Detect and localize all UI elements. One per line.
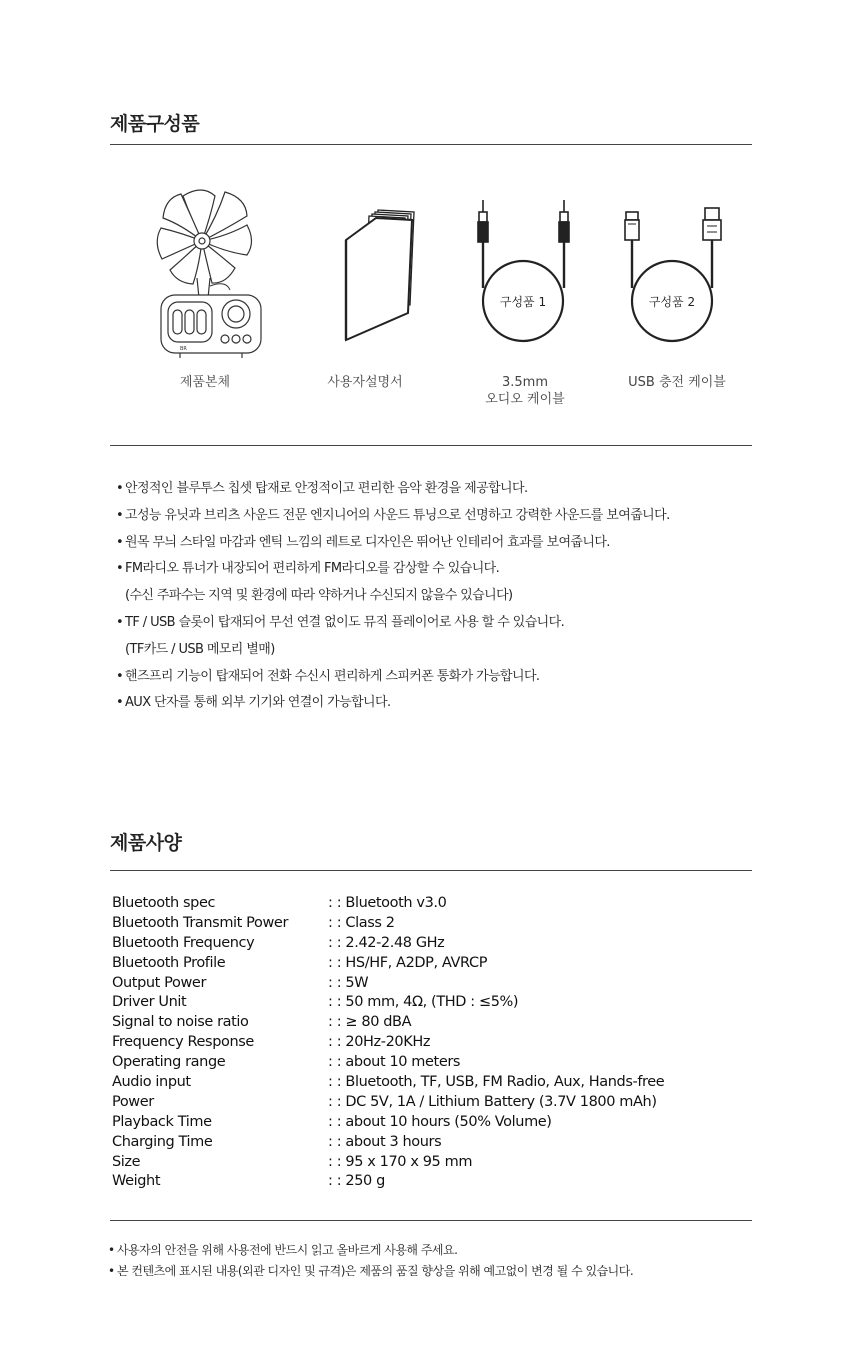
radio-speaker-icon — [130, 180, 280, 365]
spec-row: Signal to noise ratio : : ≥ 80 dBA — [112, 1014, 412, 1031]
section-divider — [110, 445, 752, 446]
notice-item: • 사용자의 안전을 위해 사용전에 반드시 읽고 올바르게 사용해 주세요. — [108, 1240, 633, 1261]
spec-row: Output Power : : 5W — [112, 974, 369, 991]
bullet: • — [116, 481, 124, 496]
bullet: • — [108, 1264, 115, 1278]
bullet: • — [116, 695, 124, 711]
feature-list — [116, 476, 756, 717]
spec-row: Bluetooth Profile : : HS/HF, A2DP, AVRCP — [112, 954, 488, 971]
bullet: • — [116, 561, 124, 577]
components-row — [110, 180, 752, 420]
spec-row: Operating range : : about 10 meters — [112, 1054, 461, 1071]
component-label: USB 충전 케이블 — [628, 375, 726, 390]
section-divider — [110, 870, 752, 871]
audio-cable-icon — [450, 180, 600, 365]
spec-row: Bluetooth Frequency : : 2.42-2.48 GHz — [112, 934, 445, 951]
spec-table — [112, 893, 664, 1191]
bullet: • — [116, 507, 124, 523]
feature-item: • 핸즈프리 기능이 탑재되어 전화 수신시 편리하게 스피커폰 통화가 가능합니다. — [116, 664, 756, 691]
manual-booklet-icon — [290, 180, 440, 365]
section-divider — [110, 144, 752, 145]
bullet: • — [116, 668, 124, 684]
spec-row: Weight : : 250 g — [112, 1173, 385, 1190]
component-usb-cable — [602, 180, 752, 420]
spec-row: Size : : 95 x 170 x 95 mm — [112, 1153, 473, 1170]
spec-row: Bluetooth spec : : Bluetooth v3.0 — [112, 894, 447, 911]
component-tag: 구성품 1 — [499, 295, 547, 309]
bullet: • — [116, 614, 124, 630]
notice-list — [108, 1240, 633, 1282]
component-tag: 구성품 2 — [648, 295, 696, 309]
spec-row: Frequency Response : : 20Hz-20KHz — [112, 1034, 431, 1051]
feature-note: (TF카드 / USB 메모리 별매) — [125, 641, 275, 657]
feature-item: • 고성능 유닛과 브리츠 사운드 전문 엔지니어의 사운드 튜닝으로 선명하고 강력한 사운드를 보여줍니다. — [116, 503, 756, 530]
component-label: 제품본체 — [179, 375, 231, 390]
components-section-title: 제품구성품 — [110, 113, 200, 135]
spec-section-title: 제품사양 — [110, 832, 182, 854]
component-label: 사용자설명서 — [327, 375, 403, 390]
feature-item: • 원목 무늬 스타일 마감과 엔틱 느낌의 레트로 디자인은 뛰어난 인테리어 효과를 보여줍니다. — [116, 530, 756, 557]
spec-row: Charging Time : : about 3 hours — [112, 1133, 442, 1150]
spec-row: Power : : DC 5V, 1A / Lithium Battery (3.7V 1800 mAh) — [112, 1093, 657, 1110]
component-audio-cable — [450, 180, 600, 420]
feature-item: • 안정적인 블루투스 칩셋 탑재로 안정적이고 편리한 음악 환경을 제공합니다. — [116, 476, 756, 503]
component-label: 3.5mm 오디오 케이블 — [485, 375, 565, 407]
notice-item: • 본 컨텐츠에 표시된 내용(외관 디자인 및 규격)은 제품의 품질 향상을 위해 예고없이 변경 될 수 있습니다. — [108, 1261, 633, 1282]
spec-row: Driver Unit : : 50 mm, 4Ω, (THD : ≤5%) — [112, 994, 519, 1011]
feature-item: • AUX 단자를 통해 외부 기기와 연결이 가능합니다. — [116, 690, 756, 717]
component-manual — [290, 180, 440, 420]
bullet: • — [108, 1243, 115, 1257]
spec-row: Bluetooth Transmit Power : : Class 2 — [112, 914, 395, 931]
spec-row: Playback Time : : about 10 hours (50% Volume) — [112, 1113, 552, 1130]
section-divider — [110, 1220, 752, 1221]
feature-note: (수신 주파수는 지역 및 환경에 따라 약하거나 수신되지 않을수 있습니다) — [125, 588, 513, 604]
component-product-body — [130, 180, 280, 420]
bullet: • — [116, 534, 124, 550]
spec-row: Audio input : : Bluetooth, TF, USB, FM Radio, Aux, Hands-free — [112, 1073, 665, 1090]
usb-cable-icon — [602, 180, 752, 365]
feature-item: • TF / USB 슬롯이 탑재되어 무선 연결 없이도 뮤직 플레이어로 사용 할 수 있습니다. — [116, 610, 756, 637]
svg-text:BR: BR — [180, 346, 187, 352]
feature-item: • FM라디오 튜너가 내장되어 편리하게 FM라디오를 감상할 수 있습니다. — [116, 556, 756, 583]
